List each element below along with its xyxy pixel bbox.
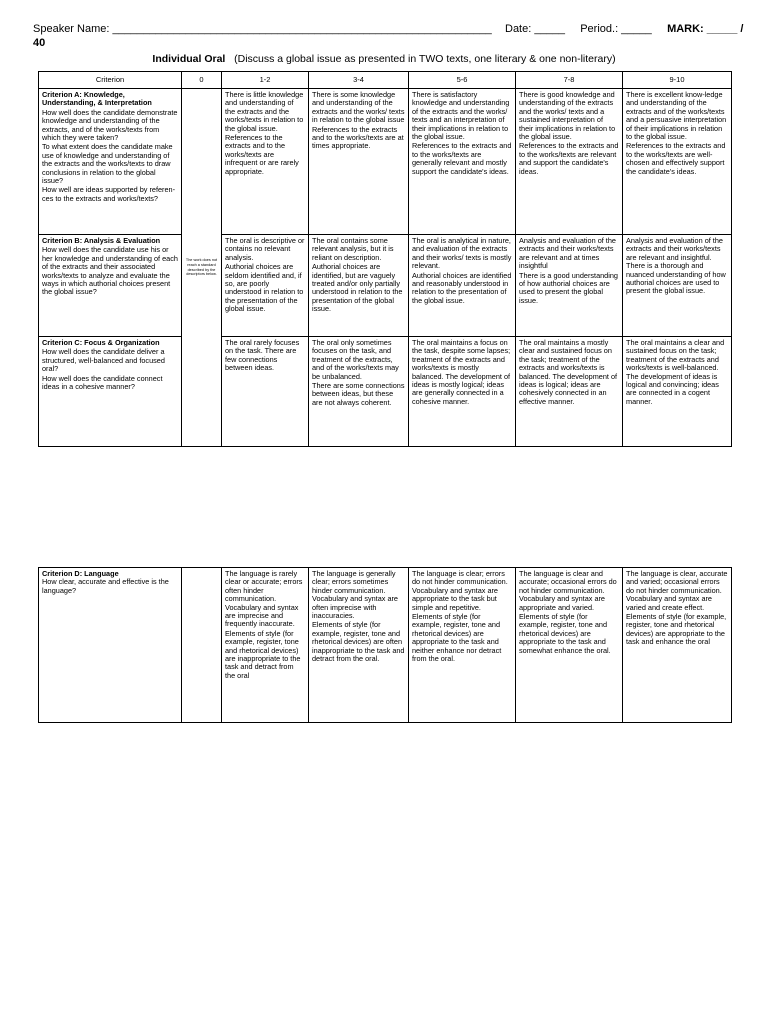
criterion-c-question: How well does the candidate connect ideas in a cohesive manner?	[42, 373, 163, 392]
descriptor-text: The language is clear and accurate; occasional errors do not hinder communication. Vocabulary and syntax are appropriate and varied.	[519, 569, 617, 612]
descriptor-text: The oral is descriptive or contains no relevant analysis.	[225, 236, 305, 262]
criterion-a-question: To what extent does the candidate make use of knowledge and understanding of the extracts and the works/texts to draw conclusions in relation to the global issue?	[42, 142, 173, 186]
descriptor-text: References to the extracts and to the works/texts are infrequent or are rarely appropriate.	[225, 133, 299, 176]
criterion-d-row	[39, 568, 732, 723]
criterion-b-cell	[39, 235, 182, 337]
speaker-name-field[interactable]: Speaker Name: ______________________________________________________________	[33, 23, 492, 35]
header-band-9-10: 9-10	[623, 72, 732, 89]
descriptor-text: Elements of style (for example, register, tone and rhetorical devices) are appropriate to the task and neither enhance nor detract from the oral.	[412, 612, 502, 664]
descriptor-text: The language is rarely clear or accurate; errors often hinder communication. Vocabulary and syntax are imprecise and frequently inaccurate.	[225, 569, 303, 629]
criterion-c-cell	[39, 337, 182, 447]
descriptor-text: Analysis and evaluation of the extracts and their works/texts are relevant and insightful. There is a thorough and nuanced understanding of how authorial choices are used to present the global issue.	[626, 236, 726, 296]
descriptor-text: The oral rarely focuses on the task. There are few connections between ideas.	[225, 338, 300, 373]
criterion-b-row	[39, 235, 732, 337]
criterion-d-band-9-10	[623, 568, 732, 723]
criterion-a-row	[39, 89, 732, 235]
criterion-d-band-0	[182, 568, 222, 723]
descriptor-text: There is good knowledge and understanding of the extracts and the works/ texts and a sustained interpretation of their implications in relation to the global issue.	[519, 90, 616, 142]
descriptor-text: There is satisfactory knowledge and understanding of the extracts and the works/ texts and an interpretation of their implications in relation to the global issue.	[412, 90, 510, 142]
descriptor-text: Elements of style (for example, register, tone and rhetorical devices) are appropriate to the task and somewhat enhance the oral.	[519, 612, 611, 655]
date-field[interactable]: Date: _____	[505, 23, 565, 35]
criterion-b-band-3-4	[309, 235, 409, 337]
band-0-note-text: The work does not reach a standard described by the descriptors below.	[185, 258, 218, 277]
criterion-d-title: Criterion D: Language	[42, 569, 119, 578]
descriptor-text: Analysis and evaluation of the extracts and their works/texts are relevant and at times insightful	[519, 236, 616, 271]
descriptor-text: The oral is analytical in nature, and evaluation of the extracts and their works/ texts is mostly relevant.	[412, 236, 512, 271]
criterion-a-band-9-10	[623, 89, 732, 235]
descriptor-text: References to the extracts and to the works/texts are generally relevant and mostly support the candidate's ideas.	[412, 141, 512, 176]
rubric-table-main	[38, 71, 732, 447]
task-description: (Discuss a global issue as presented in TWO texts, one literary & one non-literary)	[234, 53, 616, 65]
mark-total: 40	[33, 37, 46, 49]
band-0-note	[182, 89, 222, 447]
header-band-7-8: 7-8	[516, 72, 623, 89]
criterion-d-band-3-4	[309, 568, 409, 723]
header-band-5-6: 5-6	[409, 72, 516, 89]
descriptor-text: There is a good understanding of how authorial choices are used to present the global issue.	[519, 270, 618, 305]
descriptor-text: The oral only sometimes focuses on the task, and treatment of the extracts, and of the works/texts may be unbalanced.	[312, 338, 399, 381]
criterion-b-title: Criterion B: Analysis & Evaluation	[42, 236, 161, 245]
criterion-d-band-5-6	[409, 568, 516, 723]
criterion-c-band-1-2	[222, 337, 309, 447]
descriptor-text: References to the extracts and to the works/texts are at times appropriate.	[312, 124, 404, 151]
criterion-a-band-5-6	[409, 89, 516, 235]
criterion-c-band-9-10	[623, 337, 732, 447]
descriptor-text: The oral maintains a clear and sustained focus on the task; treatment of the extracts and works/texts is well-balanced. The development of ideas is logical and convincing; ideas are connected in a cogent manner.	[626, 338, 725, 406]
descriptor-text: The oral maintains a focus on the task, despite some lapses; treatment of the extracts and works/texts is mostly balanced. The development of ideas is mostly logical; ideas are generally connected in a cohesive manner.	[412, 338, 511, 406]
criterion-d-question: How clear, accurate and effective is the language?	[42, 577, 169, 595]
criterion-d-band-1-2	[222, 568, 309, 723]
criterion-b-question: How well does the candidate use his or her knowledge and understanding of each of the extracts and their associated works/texts to analyze and evaluate the ways in which authorial choices present the global issue?	[42, 245, 178, 297]
header-right	[505, 22, 743, 36]
descriptor-text: There is some knowledge and understanding of the extracts and the works/ texts in relation to the global issue	[312, 90, 405, 125]
criterion-b-band-9-10	[623, 235, 732, 337]
header-criterion: Criterion	[39, 72, 182, 89]
criterion-c-row	[39, 337, 732, 447]
descriptor-text: References to the extracts and to the works/texts are well-chosen and effectively support the candidate's ideas.	[626, 141, 726, 176]
criterion-a-question: How well are ideas supported by referen-ces to the extracts and works/texts?	[42, 185, 176, 203]
descriptor-text: The language is clear, accurate and varied; occasional errors do not hinder communication. Vocabulary and syntax are varied and create effect.	[626, 569, 728, 612]
criterion-b-band-7-8	[516, 235, 623, 337]
criterion-c-band-5-6	[409, 337, 516, 447]
header-line	[33, 22, 744, 50]
descriptor-text: Authorial choices are identified and reasonably understood in relation to the presentation of the global issue.	[412, 270, 512, 305]
header-row	[39, 72, 732, 89]
header-band-1-2: 1-2	[222, 72, 309, 89]
criterion-d-cell	[39, 568, 182, 723]
descriptor-text: The oral contains some relevant analysis, but it is reliant on description.	[312, 236, 394, 262]
descriptor-text: The language is clear; errors do not hinder communication. Vocabulary and syntax are appropriate to the task but simple and repetitive.	[412, 569, 508, 612]
criterion-b-band-5-6	[409, 235, 516, 337]
mark-field[interactable]: MARK: _____ /	[667, 23, 744, 35]
header-band-0: 0	[182, 72, 222, 89]
page-title: Individual Oral	[152, 53, 226, 65]
period-field[interactable]: Period.: _____	[580, 23, 652, 35]
descriptor-text: There is little knowledge and understanding of the extracts and the works/texts in relation to the global issue.	[225, 90, 304, 133]
criterion-a-band-1-2	[222, 89, 309, 235]
criterion-a-band-3-4	[309, 89, 409, 235]
descriptor-text: Authorial choices are identified, but are vaguely treated and/or only partially understood in relation to the presentation of the global issue.	[312, 262, 403, 314]
criterion-d-band-7-8	[516, 568, 623, 723]
descriptor-text: The oral maintains a mostly clear and sustained focus on the task; treatment of the extracts and works/texts is balanced. The development of ideas is logical; ideas are cohesively connected in an effective manner.	[519, 338, 618, 406]
criterion-a-question: How well does the candidate demonstrate knowledge and understanding of the extracts, and of the works/texts from which they were taken?	[42, 107, 178, 143]
descriptor-text: Elements of style (for example, register, tone and rhetorical devices) are often inappropriate to the task and detract from the oral.	[312, 620, 405, 664]
descriptor-text: There are some connections between ideas, but these are not always coherent.	[312, 381, 405, 407]
criterion-a-cell	[39, 89, 182, 235]
descriptor-text: Elements of style (for example, register, tone and rhetorical devices) are appropriate to the task and enhance the oral	[626, 612, 727, 647]
header-band-3-4: 3-4	[309, 72, 409, 89]
descriptor-text: Elements of style (for example, register, tone and rhetorical devices) are inappropriate to the task and detract from the oral	[225, 628, 301, 680]
criterion-a-band-7-8	[516, 89, 623, 235]
criterion-c-band-7-8	[516, 337, 623, 447]
criterion-b-band-1-2	[222, 235, 309, 337]
criterion-c-title: Criterion C: Focus & Organization	[42, 338, 160, 347]
descriptor-text: There is excellent know-ledge and understanding of the extracts and of the works/texts and a persuasive interpretation of their implications in relation to the global issue.	[626, 90, 727, 142]
rubric-table-language	[38, 567, 732, 723]
descriptor-text: The language is generally clear; errors sometimes hinder communication. Vocabulary and syntax are often imprecise with inaccuracies.	[312, 569, 398, 621]
page-subtitle	[0, 52, 768, 66]
criterion-c-band-3-4	[309, 337, 409, 447]
criterion-a-title: Criterion A: Knowledge, Understanding, & Interpretation	[42, 90, 152, 108]
descriptor-text: Authorial choices are seldom identified and, if so, are poorly understood in relation to the presentation of the global issue.	[225, 262, 304, 314]
criterion-c-question: How well does the candidate deliver a structured, well-balanced and focused oral?	[42, 347, 165, 374]
descriptor-text: References to the extracts and to the works/texts are relevant and support the candidate's ideas.	[519, 141, 619, 176]
